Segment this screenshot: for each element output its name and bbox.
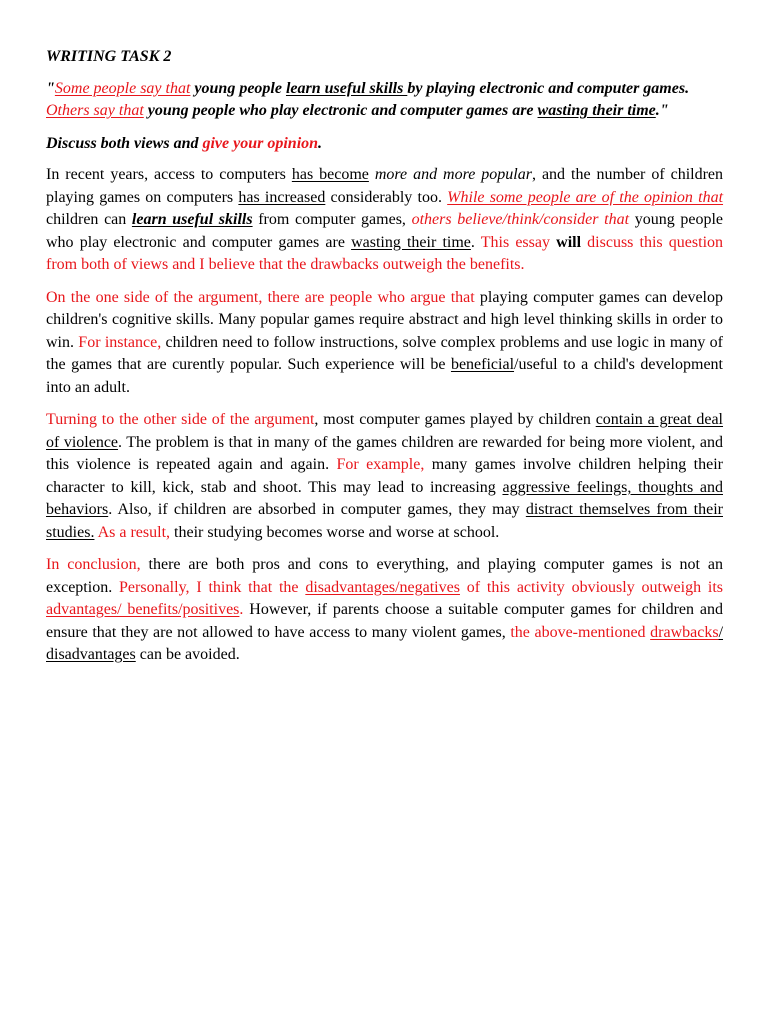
italic-phrase: more and more popular — [374, 166, 532, 183]
prompt-text: by playing electronic and computer games. — [407, 79, 690, 97]
prompt-key-phrase: wasting their time — [537, 102, 656, 119]
paragraph-introduction — [46, 164, 723, 277]
underlined-phrase: has increased — [238, 188, 326, 206]
instruction-text: Discuss both views and — [46, 134, 203, 152]
instruction-text: . — [318, 134, 323, 152]
document-page — [46, 46, 723, 677]
text: young people who play electronic and computer games are — [46, 211, 723, 251]
highlight-phrase: Turning to the other side of the argument — [46, 411, 315, 428]
text: , and the number of children playing games on computers — [46, 166, 724, 206]
key-phrase: learn useful skills — [131, 211, 253, 228]
text: considerably too. — [325, 188, 448, 206]
text: /useful to a child's development into an adult. — [46, 356, 723, 396]
bold-word: will — [556, 233, 582, 251]
paragraph-body-1 — [46, 287, 723, 400]
prompt-phrase-some-people: Some people say that — [54, 79, 191, 97]
underlined-phrase: beneficial — [450, 356, 515, 373]
paragraph-conclusion — [46, 554, 723, 667]
underlined-phrase: / disadvantages — [46, 623, 724, 663]
text: their studying becomes worse and worse at school. — [170, 523, 500, 541]
text: playing computer games can develop children's cognitive skills. Many popular games require abstract and high level thinking skills in order to win. — [46, 288, 723, 351]
highlight-phrase: On the one side of the argument, there are people who argue that — [46, 288, 475, 306]
paragraph-body-2 — [46, 409, 723, 544]
highlight-phrase: Personally, I think that the — [119, 578, 306, 596]
highlight-phrase: As a result, — [97, 523, 171, 541]
highlight-phrase: discuss this question from both of views and I believe that the drawbacks outweigh the benefits. — [46, 233, 724, 273]
task-instruction — [46, 133, 723, 156]
text: . — [470, 233, 481, 251]
text: from computer games, — [252, 211, 412, 228]
text: many games involve children helping their character to kill, kick, stab and shoot. This may lead to increasing — [46, 456, 724, 496]
highlight-underlined-phrase: advantages/ benefits/positives — [46, 601, 240, 618]
text: children need to follow instructions, solve complex problems and use logic in many of the games that are curently popular. Such experience will be — [46, 333, 724, 373]
text: However, if parents choose a suitable computer games for children and ensure that they are not allowed to have access to many violent games, — [46, 601, 723, 641]
text: there are both pros and cons to everything, and playing computer games is not an exception. — [46, 556, 723, 596]
text: can be avoided. — [135, 646, 240, 663]
highlight-phrase: of this activity obviously outweigh its — [459, 578, 724, 596]
underlined-phrase: wasting their time — [351, 233, 471, 251]
text: . Also, if children are absorbed in computer games, they may — [108, 501, 526, 518]
task-title: WRITING TASK 2 — [46, 48, 172, 65]
underlined-phrase: aggressive feelings, thoughts and behaviors — [46, 478, 723, 518]
text: , most computer games played by children — [314, 411, 596, 428]
underlined-phrase: distract themselves from their studies. — [46, 501, 723, 541]
prompt-text: young people — [190, 79, 286, 97]
highlight-underlined-phrase: disadvantages/negatives — [305, 578, 460, 596]
text: . The problem is that in many of the games children are rewarded for being more violent, and this violence is repeated again and again. — [46, 433, 723, 473]
highlight-phrase: . — [239, 601, 244, 618]
highlight-phrase: In conclusion, — [46, 556, 141, 573]
highlight-phrase: For example, — [336, 456, 425, 473]
prompt-phrase-others: Others say that — [46, 102, 144, 119]
prompt-quote-open: " — [46, 79, 55, 97]
underlined-phrase: has become — [291, 166, 369, 183]
underlined-phrase: contain a great deal of violence — [46, 411, 724, 451]
highlight-underlined-phrase: drawbacks — [650, 623, 719, 641]
highlight-phrase: While some people are of the opinion that — [447, 188, 724, 206]
highlight-phrase: others believe/think/consider that — [411, 211, 630, 228]
prompt-text: young people who play electronic and computer games are — [143, 102, 538, 119]
text: children can — [46, 211, 132, 228]
text: In recent years, access to computers — [46, 166, 292, 183]
highlight-phrase: This essay — [480, 233, 557, 251]
instruction-highlight: give your opinion — [202, 134, 319, 152]
highlight-phrase: the above-mentioned — [510, 623, 651, 641]
prompt-key-phrase: learn useful skills — [285, 79, 408, 97]
task-prompt — [46, 78, 723, 123]
prompt-quote-close: ." — [655, 102, 669, 119]
highlight-phrase: For instance, — [78, 333, 162, 351]
